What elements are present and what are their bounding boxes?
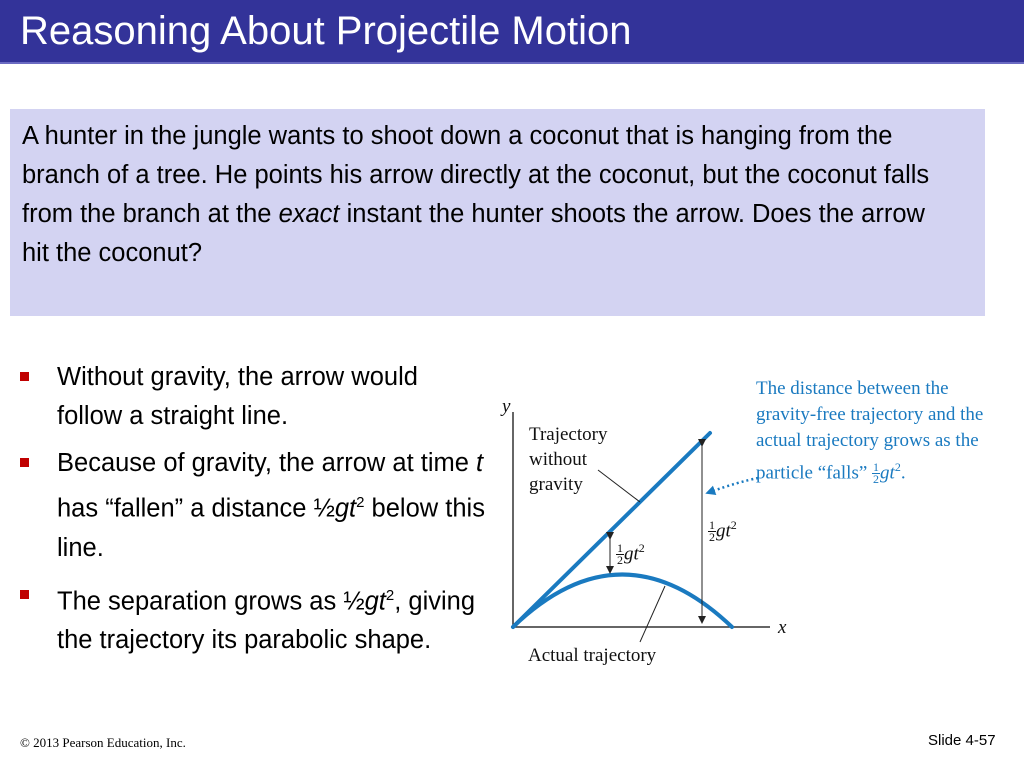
fraction: $\frac{1}{2}$ <box>709 518 715 545</box>
slide-title: Reasoning About Projectile Motion <box>20 9 632 53</box>
label-line: gravity <box>529 474 583 495</box>
half-symbol: ½ <box>343 587 365 615</box>
exponent: 2 <box>385 586 395 604</box>
time-variable: t <box>476 449 484 477</box>
small-gt-marker: $\frac{1}{2}$ $gt^2$ <box>617 541 645 568</box>
bullet-list <box>18 358 488 668</box>
title-bar <box>0 0 1024 64</box>
fraction: $\frac{1}{2}$ <box>873 460 880 487</box>
half-symbol: ½ <box>313 494 335 523</box>
actual-trajectory-label: Actual trajectory <box>528 645 657 666</box>
parabolic-trajectory-curve <box>513 575 732 628</box>
straight-trajectory-label <box>529 422 607 497</box>
label-line: Trajectory <box>529 424 608 445</box>
actual-label-leader <box>640 586 665 642</box>
bullet-text: , giving the trajectory its parabolic shape. <box>57 587 476 654</box>
gt-expression: gt <box>364 587 386 615</box>
projectile-figure <box>490 372 1010 672</box>
callout-text: The distance between the gravity-free trajectory and the actual trajectory grows as the particle “falls” $\frac{1}{2}$ $gt^2$. <box>756 378 984 487</box>
bullet-text: has “fallen” a distance <box>57 494 314 523</box>
question-emphasis: exact <box>278 200 340 228</box>
bullet-text: below this line. <box>57 494 485 562</box>
x-axis-label: x <box>778 617 787 638</box>
bullet-item <box>18 358 488 436</box>
slide-number: Slide 4-57 <box>928 732 996 749</box>
fraction: $\frac{1}{2}$ <box>617 541 623 568</box>
bullet-square-icon <box>20 458 29 467</box>
bullet-text: The separation grows as <box>57 587 344 615</box>
bullet-square-icon <box>20 590 29 599</box>
bullet-text: Without gravity, the arrow would follow a straight line. <box>57 363 418 430</box>
question-text: A hunter in the jungle wants to shoot down a coconut that is hanging from the branch of a tree. He points his arrow directly at the coconut, but the coconut falls from the branch at the <box>22 122 930 228</box>
y-axis-label: y <box>502 396 511 417</box>
large-gt-marker: $\frac{1}{2}$ $gt^2$ <box>709 518 737 545</box>
question-box <box>10 109 985 316</box>
bullet-square-icon <box>20 372 29 381</box>
bullet-text: Because of gravity, the arrow at time <box>57 449 477 477</box>
bullet-item <box>18 576 488 661</box>
exponent: 2 <box>356 494 365 511</box>
callout-pointer-arrow <box>710 478 758 492</box>
copyright-text: © 2013 Pearson Education, Inc. <box>20 735 186 750</box>
gt-expression: gt <box>334 494 357 523</box>
question-text-end: instant the hunter shoots the arrow. Does the arrow hit the coconut? <box>22 200 925 267</box>
label-line: without <box>529 449 588 470</box>
bullet-item <box>18 444 488 568</box>
